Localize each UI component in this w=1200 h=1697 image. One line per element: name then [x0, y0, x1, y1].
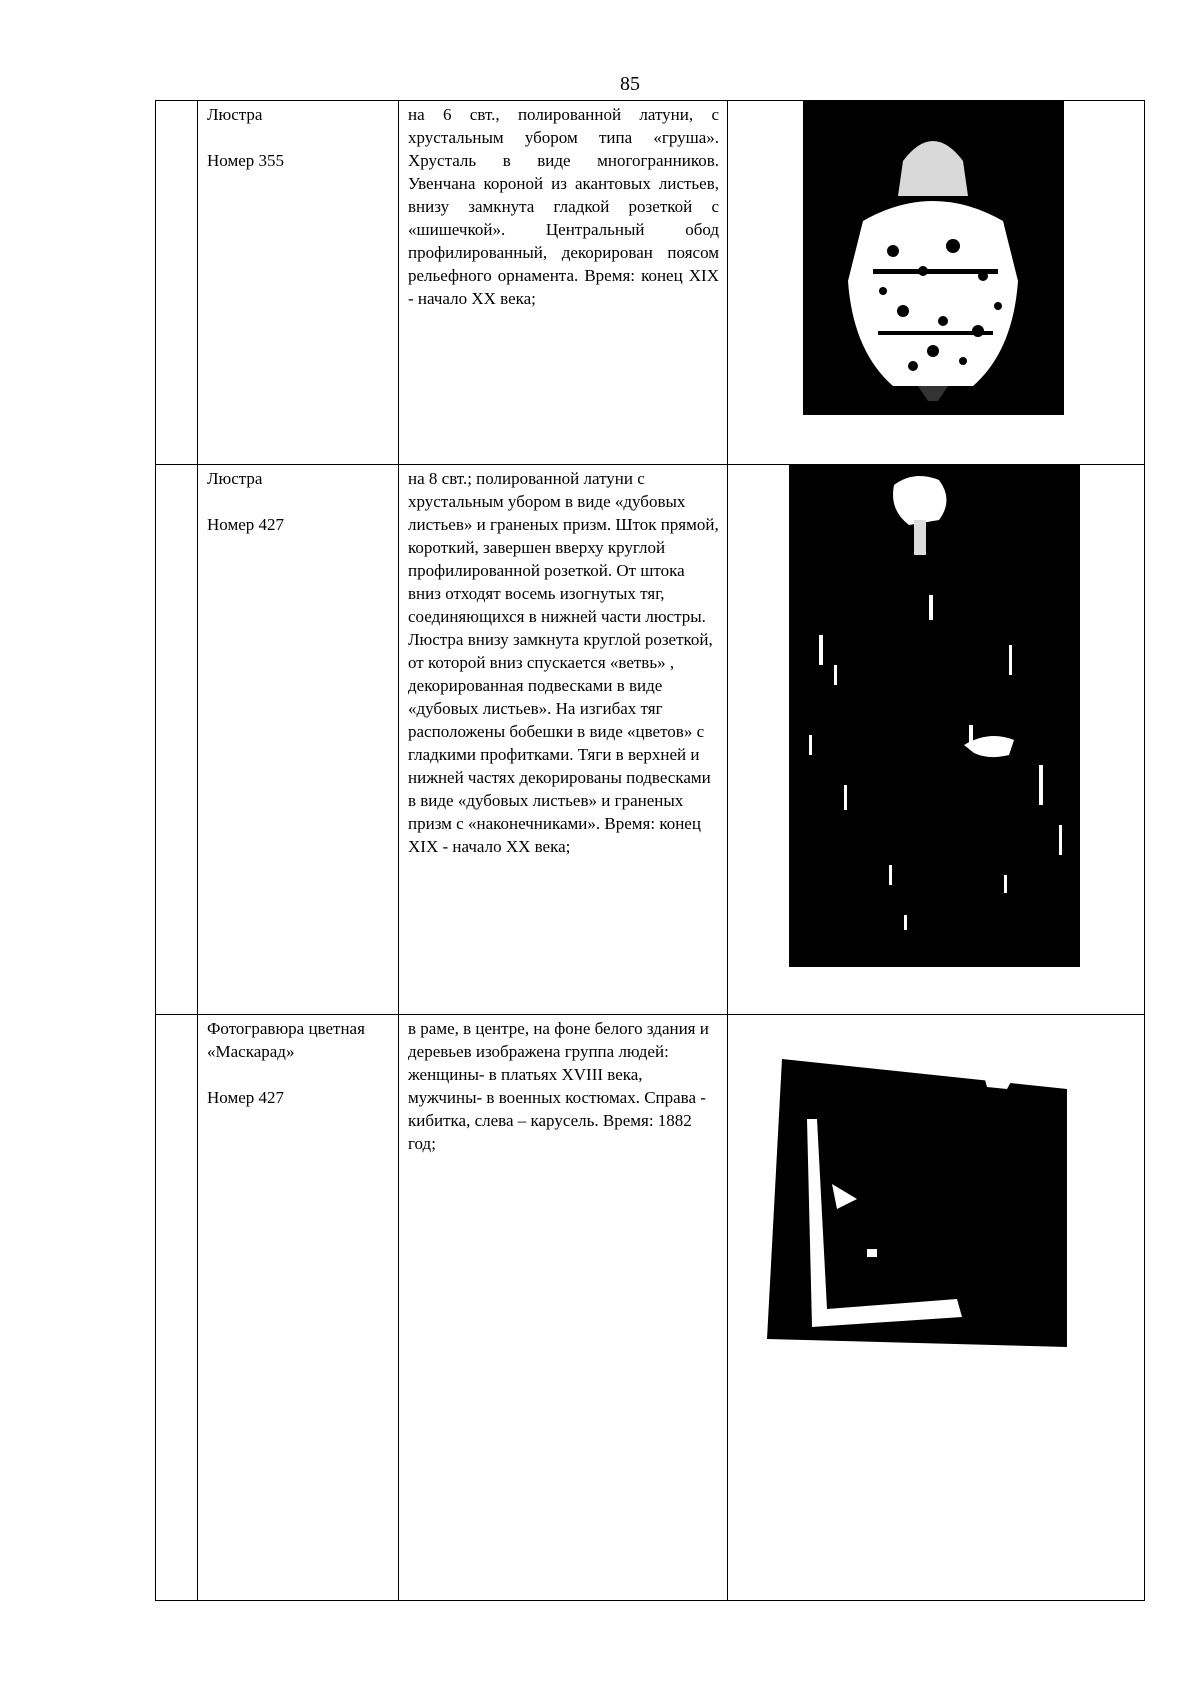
table-row — [156, 1015, 1145, 1601]
item-number: Номер 427 — [207, 1088, 285, 1107]
table-row — [156, 465, 1145, 1015]
row-index-cell — [156, 465, 198, 1015]
item-description-cell — [399, 101, 728, 465]
item-name: Люстра — [207, 105, 263, 124]
item-description-cell — [399, 1015, 728, 1601]
table-row — [156, 101, 1145, 465]
framed-photogravure-photo — [767, 1059, 1067, 1347]
item-description: на 6 свт., полированной латуни, с хрустальным убором типа «груша». Хрусталь в виде многогранников. Увенчана короной из акантовых листьев, внизу замкнута гладкой розеткой с «шишечкой». Центральный обод профилированный, декорирован поясом рельефного орнамента. Время: конец XIX - начало XX века; — [408, 105, 719, 308]
page-number: 85 — [620, 73, 640, 95]
item-name-cell — [198, 465, 399, 1015]
item-name: Люстра — [207, 469, 263, 488]
item-name-cell — [198, 1015, 399, 1601]
row-index-cell — [156, 101, 198, 465]
inventory-table — [155, 100, 1145, 1601]
item-photo-cell — [728, 465, 1145, 1015]
item-name-cell — [198, 101, 399, 465]
crystal-chandelier-photo — [803, 101, 1064, 415]
item-description: на 8 свт.; полированной латуни с хрустальным убором в виде «дубовых листьев» и граненых призм. Шток прямой, короткий, завершен вверху круглой профилированной розеткой. От штока вниз отходят восемь изогнутых тяг, соединяющихся в нижней части люстры. Люстра внизу замкнута круглой розеткой, от которой вниз спускается «ветвь» , декорированная подвесками в виде «дубовых листьев». На изгибах тяг расположены бобешки в виде «цветов» с гладкими профитками. Тяги в верхней и нижней частях декорированы подвесками в виде «дубовых листьев» и граненых призм с «наконечниками». Время: конец XIX - начало XX века; — [408, 469, 719, 856]
item-description: в раме, в центре, на фоне белого здания и деревьев изображена группа людей: женщины- в платьях XVIII века, мужчины- в военных костюмах. Справа - кибитка, слева – карусель. Время: 1882 год; — [408, 1019, 709, 1153]
chandelier-photo — [789, 465, 1080, 967]
item-photo-cell — [728, 101, 1145, 465]
item-description-cell — [399, 465, 728, 1015]
row-index-cell — [156, 1015, 198, 1601]
item-photo-cell — [728, 1015, 1145, 1601]
item-name: Фотогравюра цветная «Маскарад» — [207, 1019, 365, 1061]
item-number: Номер 427 — [207, 515, 285, 534]
item-number: Номер 355 — [207, 151, 285, 170]
